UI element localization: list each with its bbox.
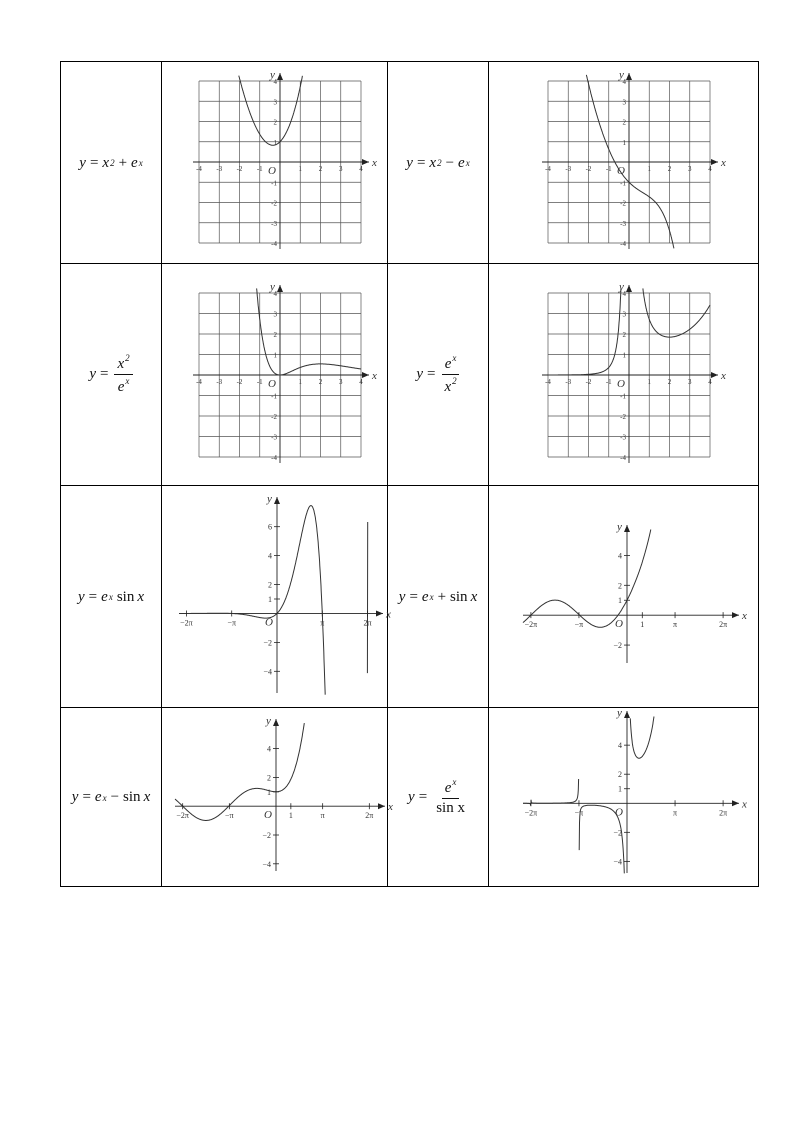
x-tick-label: -1 <box>256 377 263 386</box>
y-tick-label: -2 <box>619 412 626 421</box>
x-tick-label: 3 <box>338 377 342 386</box>
x-tick-label: -3 <box>215 377 222 386</box>
y-axis-label: y <box>266 492 272 505</box>
x-tick-label: −π <box>574 619 583 629</box>
x-tick-label: 2 <box>318 377 322 386</box>
y-tick-label: 4 <box>617 550 622 560</box>
plot-x2-minus-ex <box>526 67 726 259</box>
y-tick-label: −4 <box>261 859 271 869</box>
formula-part: − <box>445 154 455 171</box>
formula-ex-plus-sinx <box>399 589 477 606</box>
formula-part: y <box>89 366 97 382</box>
x-tick-label: 3 <box>338 164 342 173</box>
formula-part: x <box>444 379 452 395</box>
x-tick-label: 1 <box>647 377 651 386</box>
fraction-numerator <box>442 777 460 799</box>
formula-part: y <box>398 588 406 605</box>
y-tick-label: -4 <box>619 453 626 462</box>
y-tick-label: 1 <box>267 594 272 604</box>
formula-part: y <box>78 588 85 605</box>
x-tick-label: 2 <box>667 164 671 173</box>
formula-part: e <box>94 789 102 805</box>
x-tick-label: -1 <box>256 164 263 173</box>
y-tick-label: -4 <box>270 453 277 462</box>
formula-part: e <box>458 154 465 171</box>
plot-ex-over-sinx <box>511 707 747 879</box>
table-row <box>61 62 759 264</box>
x-tick-label: 4 <box>358 164 363 173</box>
y-tick-label: 3 <box>273 97 277 106</box>
x-tick-label: -1 <box>605 164 612 173</box>
plot-ex-plus-sinx <box>511 520 747 667</box>
y-axis-arrow <box>274 497 280 504</box>
x-axis-arrow <box>711 372 718 378</box>
formula-ex-over-sinx <box>408 777 468 817</box>
x-tick-label: 2π <box>363 617 372 627</box>
y-tick-label: 4 <box>617 741 622 751</box>
y-tick-label: 1 <box>617 595 622 605</box>
formula-exponent: x <box>138 158 143 168</box>
formula-cell <box>388 62 489 264</box>
formula-cell <box>61 264 162 486</box>
y-axis-label: y <box>618 68 624 81</box>
x-axis-arrow <box>362 372 369 378</box>
y-axis-arrow <box>626 285 632 292</box>
formula-part: x <box>137 588 144 605</box>
y-tick-label: 1 <box>273 351 277 359</box>
y-tick-label: −2 <box>612 640 622 650</box>
x-tick-label: 3 <box>687 377 691 386</box>
y-tick-label: 2 <box>273 118 277 126</box>
fraction-numerator <box>114 353 132 375</box>
y-tick-label: -2 <box>270 199 277 207</box>
function-graph-table <box>60 61 759 887</box>
y-tick-label: 2 <box>617 770 622 780</box>
formula-function: sin <box>123 789 141 805</box>
y-tick-label: -3 <box>619 433 626 441</box>
formula-cell <box>61 708 162 887</box>
x-tick-label: -2 <box>585 377 591 386</box>
formula-part: y <box>71 789 79 805</box>
function-curve <box>256 288 360 375</box>
formula-exponent: x <box>465 158 470 168</box>
x-tick-label: π <box>319 617 324 627</box>
y-tick-label: -1 <box>619 392 626 400</box>
x-tick-label: -4 <box>195 164 202 173</box>
y-tick-label: 3 <box>273 310 277 318</box>
formula-part: = <box>418 788 428 805</box>
x-tick-label: 4 <box>707 164 712 173</box>
y-tick-label: 4 <box>622 289 626 298</box>
y-tick-label: 2 <box>617 580 622 590</box>
function-curve <box>179 505 368 694</box>
graph-cell <box>489 486 759 708</box>
x-axis-arrow <box>732 612 739 618</box>
graph-cell <box>162 708 393 887</box>
formula-part: x <box>143 789 151 805</box>
x-tick-label: 1 <box>298 377 302 386</box>
x-tick-label: 1 <box>647 164 651 173</box>
y-tick-label: −2 <box>262 637 272 647</box>
x-tick-label: 2π <box>718 619 727 629</box>
y-tick-label: -3 <box>270 219 277 228</box>
x-axis-arrow <box>711 159 718 165</box>
plot-x2-plus-ex <box>177 67 377 259</box>
formula-part: = <box>416 154 426 171</box>
y-axis-label: y <box>269 68 275 81</box>
table-row <box>61 708 759 887</box>
y-tick-label: -1 <box>619 178 626 187</box>
x-axis-label: x <box>387 801 393 814</box>
y-tick-label: -1 <box>270 178 277 187</box>
formula-part: y <box>416 366 424 382</box>
formula-part: + <box>437 588 447 605</box>
y-tick-label: 1 <box>266 787 271 797</box>
x-axis-label: x <box>741 609 747 622</box>
y-tick-label: -2 <box>270 412 277 421</box>
x-tick-label: −π <box>574 808 583 818</box>
fraction-denominator <box>433 799 468 817</box>
y-axis-label: y <box>616 520 622 533</box>
formula-cell <box>388 264 489 486</box>
fraction-numerator <box>442 353 460 375</box>
x-axis-arrow <box>362 159 369 165</box>
x-tick-label: -4 <box>544 377 551 386</box>
x-tick-label: −2π <box>524 619 537 629</box>
function-curve <box>523 529 651 627</box>
y-tick-label: -3 <box>619 219 626 228</box>
y-tick-label: 1 <box>622 351 626 359</box>
x-axis-label: x <box>741 798 747 811</box>
plot-ex-minus-sinx <box>167 715 393 877</box>
formula-part: = <box>89 154 99 171</box>
x-axis-label: x <box>371 156 377 169</box>
fraction-denominator <box>441 375 459 396</box>
formula-part: e <box>101 588 108 605</box>
formula-part: x <box>470 588 478 605</box>
formula-cell <box>61 486 162 708</box>
y-axis-arrow <box>273 719 279 726</box>
x-tick-label: -3 <box>564 164 571 173</box>
formula-function: sin <box>116 588 135 605</box>
y-tick-label: 3 <box>622 310 626 318</box>
formula-part: e <box>117 379 125 395</box>
formula-part: y <box>408 788 415 805</box>
x-tick-label: 1 <box>288 811 293 821</box>
x-tick-label: -1 <box>605 377 612 386</box>
x-tick-label: 2π <box>718 808 727 818</box>
plot-ex-over-x2 <box>526 277 726 473</box>
y-axis-label: y <box>269 280 275 293</box>
y-tick-label: 2 <box>267 580 272 590</box>
function-curve <box>523 717 654 874</box>
x-tick-label: -3 <box>564 377 571 386</box>
fraction <box>433 777 468 817</box>
formula-exponent: x <box>452 777 457 787</box>
formula-x2-plus-ex <box>79 155 142 172</box>
formula-part: = <box>82 789 91 805</box>
table-row <box>61 264 759 486</box>
graph-cell <box>489 62 759 264</box>
formula-cell <box>388 486 489 708</box>
formula-function: sin <box>450 588 468 605</box>
y-tick-label: 2 <box>622 118 626 126</box>
y-tick-label: 2 <box>273 330 277 339</box>
x-tick-label: -3 <box>215 164 222 173</box>
y-tick-label: −4 <box>612 857 622 867</box>
x-tick-label: 4 <box>707 377 712 386</box>
y-axis-arrow <box>626 73 632 80</box>
plot-ex-sinx <box>169 492 391 697</box>
formula-exponent: 2 <box>125 353 130 363</box>
formula-exponent: x <box>125 376 130 386</box>
formula-x2-minus-ex <box>406 155 469 172</box>
x-axis-arrow <box>376 610 383 616</box>
x-axis-label: x <box>385 607 391 620</box>
y-tick-label: −4 <box>262 666 272 676</box>
origin-label: O <box>614 617 623 630</box>
formula-part: = <box>427 366 436 382</box>
function-curve <box>238 75 302 145</box>
x-tick-label: -2 <box>236 164 242 173</box>
origin-label: O <box>614 806 623 819</box>
x-axis-arrow <box>732 800 739 806</box>
y-axis-arrow <box>277 73 283 80</box>
y-axis-arrow <box>277 285 283 292</box>
y-axis-arrow <box>624 711 630 718</box>
y-tick-label: 4 <box>622 77 626 86</box>
y-axis-arrow <box>624 525 630 532</box>
x-tick-label: 1 <box>298 164 302 173</box>
x-tick-label: 3 <box>687 164 691 173</box>
x-axis-arrow <box>378 803 385 809</box>
formula-exponent: 2 <box>110 158 115 168</box>
x-tick-label: π <box>672 808 677 818</box>
plot-x2-over-ex <box>177 277 377 473</box>
formula-ex-sinx <box>78 589 144 606</box>
formula-cell <box>388 708 489 887</box>
y-tick-label: 1 <box>617 784 622 794</box>
x-axis-label: x <box>720 369 726 382</box>
table-row <box>61 486 759 708</box>
formula-part: = <box>88 588 98 605</box>
y-axis-label: y <box>616 707 622 719</box>
y-tick-label: -4 <box>619 239 626 248</box>
fraction <box>441 353 459 396</box>
x-tick-label: -4 <box>544 164 551 173</box>
formula-part: sin x <box>436 800 465 816</box>
formula-exponent: 2 <box>452 376 457 386</box>
formula-part: e <box>444 356 452 372</box>
formula-part: x <box>117 356 125 372</box>
y-tick-label: -2 <box>619 199 626 207</box>
origin-label: O <box>267 377 276 390</box>
formula-ex-minus-sinx <box>72 789 150 806</box>
y-tick-label: −2 <box>261 831 271 840</box>
x-axis-label: x <box>720 156 726 169</box>
y-tick-label: 4 <box>267 551 272 561</box>
x-tick-label: π <box>672 619 677 629</box>
x-tick-label: 2π <box>364 811 373 821</box>
graph-cell <box>489 708 759 887</box>
x-tick-label: −2π <box>524 808 537 818</box>
fraction <box>114 353 132 396</box>
x-tick-label: -2 <box>236 377 242 386</box>
x-tick-label: −π <box>224 811 234 821</box>
y-tick-label: 1 <box>273 138 277 147</box>
fraction-denominator <box>115 375 133 396</box>
y-tick-label: 4 <box>273 289 277 298</box>
formula-part: e <box>421 588 429 605</box>
y-tick-label: 6 <box>267 522 272 532</box>
graph-cell <box>162 264 388 486</box>
formula-exponent: x <box>452 353 457 363</box>
formula-part: − <box>110 789 120 805</box>
formula-x2-over-ex <box>89 353 132 396</box>
formula-part: e <box>131 154 138 171</box>
x-tick-label: π <box>320 811 325 821</box>
y-tick-label: 4 <box>266 744 271 754</box>
formula-part: y <box>406 154 413 171</box>
x-tick-label: 4 <box>358 377 363 386</box>
y-tick-label: 2 <box>622 330 626 339</box>
y-tick-label: 4 <box>273 77 277 86</box>
formula-exponent: x <box>102 792 107 803</box>
x-tick-label: −2π <box>175 811 189 821</box>
y-axis-label: y <box>618 280 624 293</box>
formula-part: x <box>429 154 437 171</box>
formula-part: e <box>444 780 452 796</box>
x-tick-label: 2 <box>667 377 671 386</box>
y-tick-label: -4 <box>270 239 277 248</box>
formula-part: = <box>409 588 418 605</box>
x-tick-label: 1 <box>639 619 644 629</box>
x-axis-label: x <box>371 369 377 382</box>
origin-label: O <box>616 377 625 390</box>
formula-part: x <box>102 154 110 171</box>
graph-cell <box>489 264 759 486</box>
origin-label: O <box>267 164 276 177</box>
origin-label: O <box>263 809 272 822</box>
x-tick-label: −π <box>226 617 236 627</box>
x-tick-label: -4 <box>195 377 202 386</box>
formula-part: = <box>100 366 109 382</box>
x-tick-label: -2 <box>585 164 591 173</box>
formula-ex-over-x2 <box>416 353 459 396</box>
origin-label: O <box>264 615 273 628</box>
x-tick-label: −2π <box>179 617 193 627</box>
formula-exponent: x <box>429 592 434 602</box>
y-tick-label: -3 <box>270 433 277 441</box>
x-tick-label: 2 <box>318 164 322 173</box>
formula-part: + <box>118 154 128 171</box>
origin-label: O <box>616 164 625 177</box>
y-tick-label: −2 <box>612 828 622 838</box>
formula-part: y <box>79 154 86 171</box>
graph-cell <box>162 62 388 264</box>
y-axis-label: y <box>265 715 271 727</box>
formula-cell <box>61 62 162 264</box>
formula-exponent: x <box>108 592 113 602</box>
graph-cell <box>162 486 391 708</box>
y-tick-label: -1 <box>270 392 277 400</box>
formula-exponent: 2 <box>437 158 442 168</box>
y-tick-label: 1 <box>622 138 626 147</box>
y-tick-label: 3 <box>622 97 626 106</box>
y-tick-label: 2 <box>266 773 271 783</box>
